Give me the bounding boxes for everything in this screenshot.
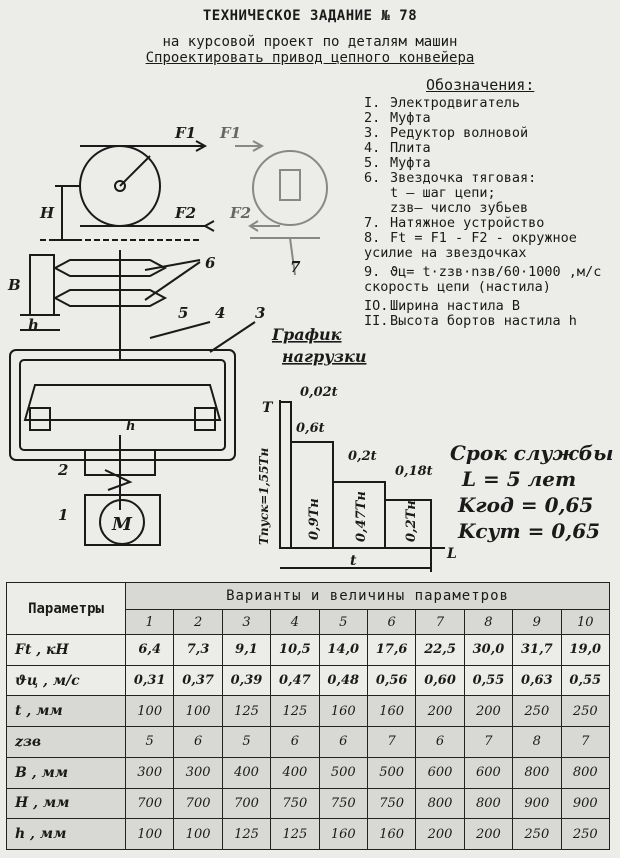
service-L: L = 5 лет (462, 467, 577, 491)
legend-item: 4. Плита (364, 140, 431, 156)
graph-b2-label: 0,47Tн (354, 491, 369, 542)
label-H: H (40, 204, 55, 222)
legend-item: 9. ϑц= t·zзв·nзв/60·1000 ,м/с скорость цепи (настила) (364, 264, 602, 295)
graph-bar-peak (280, 402, 291, 548)
table-row: zзв 5 6 5 6 6 7 6 7 8 7 (7, 727, 610, 758)
legend-item: 2. Муфта (364, 110, 431, 126)
graph-b1-label: 0,9Tн (307, 498, 322, 540)
label-3: 3 (255, 304, 266, 322)
legend-item: II. Высота бортов настила h (364, 313, 577, 329)
service-Kgod: Kгод = 0,65 (458, 493, 594, 517)
label-h-2: h (126, 419, 136, 434)
label-5: 5 (178, 304, 189, 322)
legend-title: Обозначения: (426, 76, 535, 94)
document-title: ТЕХНИЧЕСКОЕ ЗАДАНИЕ № 78 (202, 8, 418, 24)
graph-t02-label: 0,2t (348, 449, 377, 464)
table-row: t , мм 100 100 125 125 160 160 200 200 250 250 (7, 696, 610, 727)
label-B: B (8, 276, 21, 294)
label-F1: F1 (175, 124, 197, 142)
label-4: 4 (215, 304, 226, 322)
legend-item: 3. Редуктор волновой (364, 125, 529, 141)
parameters-table (6, 582, 610, 850)
label-2: 2 (58, 461, 69, 479)
drive-scheme-drawing (0, 90, 460, 580)
graph-Tpusk-label: Tпуск=1,55Tн (257, 447, 271, 545)
legend-item: 8. Ft = F1 - F2 - окружное усилие на звездочках (364, 230, 577, 261)
table-row: B , мм 300 300 400 400 500 500 600 600 800 800 (7, 757, 610, 788)
table-row: H , мм 700 700 700 750 750 750 800 800 900 900 (7, 788, 610, 819)
graph-L-axis-label: L (447, 546, 457, 562)
label-F2-alt: F2 (230, 204, 252, 222)
graph-subtitle: нагрузки (282, 347, 367, 366)
legend-item: zзв– число зубьев (390, 200, 529, 216)
document-subtitle: на курсовой проект по деталям машин (162, 34, 458, 50)
label-6: 6 (205, 254, 216, 272)
graph-T-label: T (262, 400, 273, 416)
variants-header: Варианты и величины параметров (126, 583, 610, 610)
legend-item: 5. Муфта (364, 155, 431, 171)
label-7: 7 (290, 258, 301, 276)
legend-item: I. Электродвигатель (364, 95, 521, 111)
service-Ksut: Kсут = 0,65 (458, 519, 601, 543)
service-title: Срок службы (450, 441, 614, 465)
parameters-header: Параметры (7, 583, 126, 635)
label-F2: F2 (175, 204, 197, 222)
graph-t-axis-label: t (350, 553, 357, 569)
table-row: Ft , кН 6,4 7,3 9,1 10,5 14,0 17,6 22,5 30,0 31,7 19,0 (7, 635, 610, 666)
graph-t002-label: 0,02t (300, 385, 338, 400)
service-life-block (450, 440, 613, 544)
label-F1-alt: F1 (220, 124, 242, 142)
legend-item: t – шаг цепи; (390, 185, 496, 201)
label-h: h (28, 316, 39, 334)
variants-row: 1 2 3 4 5 6 7 8 9 10 (7, 610, 610, 635)
label-1: 1 (58, 506, 69, 524)
legend-item: IO. Ширина настила B (364, 298, 521, 314)
graph-b3-label: 0,2Tн (404, 500, 419, 542)
table-row: ϑц , м/с 0,31 0,37 0,39 0,47 0,48 0,56 0,60 0,55 0,63 0,55 (7, 665, 610, 696)
graph-t06-label: 0,6t (296, 421, 325, 436)
legend-item: 7. Натяжное устройство (364, 215, 545, 231)
table-row: h , мм 100 100 125 125 160 160 200 200 250 250 (7, 819, 610, 850)
graph-title: График (272, 325, 342, 344)
graph-t018-label: 0,18t (395, 464, 433, 479)
project-title: Спроектировать привод цепного конвейера (145, 50, 475, 66)
legend-item: 6. Звездочка тяговая: (364, 170, 537, 186)
motor-label: M (112, 514, 132, 535)
